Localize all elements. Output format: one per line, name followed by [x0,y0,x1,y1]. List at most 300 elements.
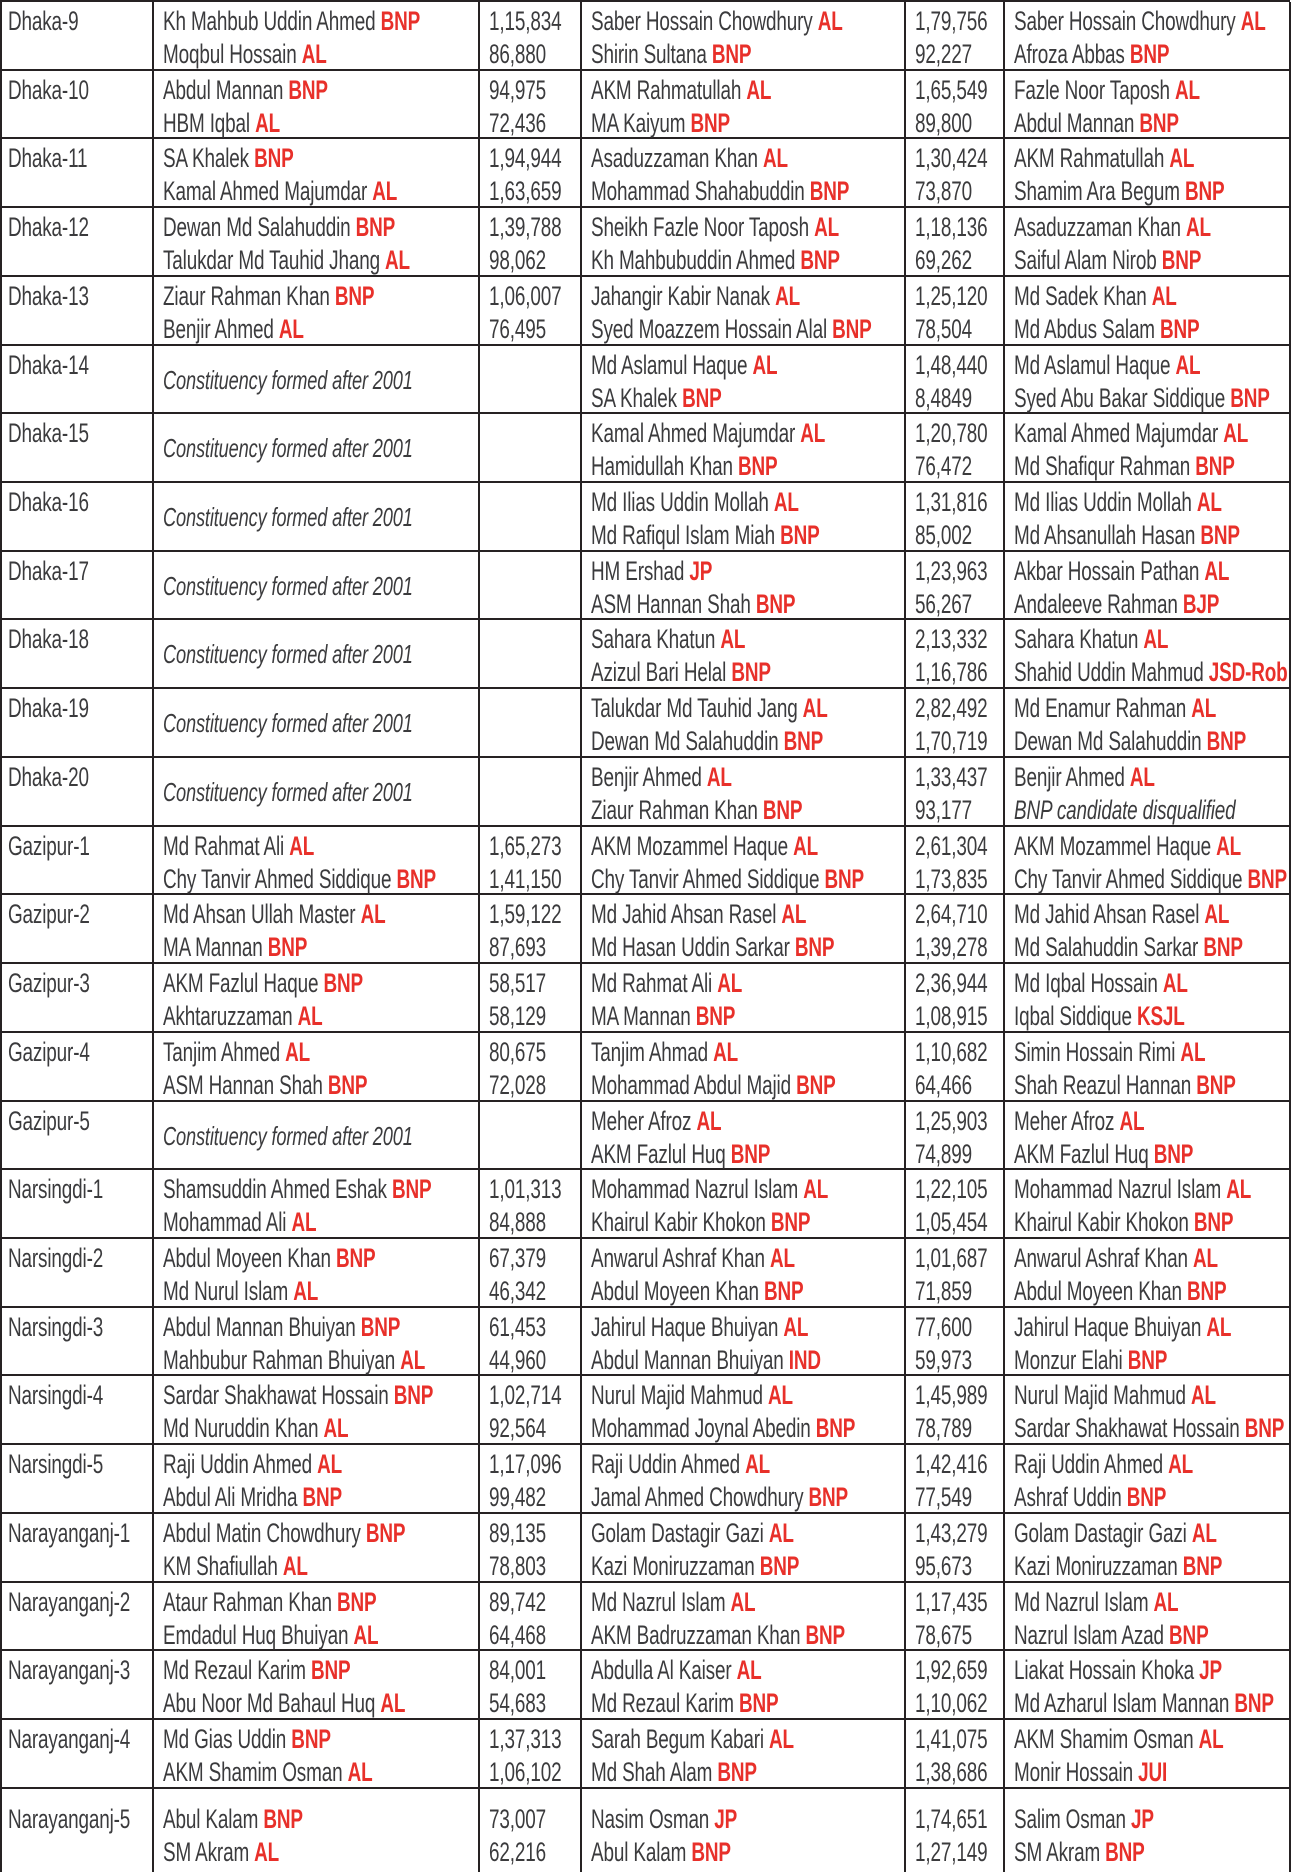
formed-after-note: Constituency formed after 2001 [163,570,413,601]
vote-value: 1,27,149 [915,1836,988,1867]
election1-votes-cell [478,1376,580,1445]
vote-value: 94,975 [489,74,546,105]
vote-value: 1,22,105 [915,1174,988,1205]
candidate-name: Abdul Moyeen Khan [163,1242,331,1273]
party-tag: BNP [254,143,294,174]
party-tag: BNP [730,1138,771,1169]
candidate-name: Md Abdus Salam [1014,313,1155,344]
disqualified-note: BNP candidate disqualified [1014,794,1236,825]
election2-votes-cell [904,1514,1003,1583]
vote-value: 71,859 [915,1275,972,1306]
candidate-name: Ziaur Rahman Khan [163,280,330,311]
candidate-name: ASM Hannan Shah [163,1069,323,1100]
table-row [0,0,1290,69]
vote-value: 98,062 [489,245,546,276]
candidate-name: Abdul Mannan Bhuiyan [163,1311,356,1342]
candidate-name: MA Kaiyum [591,107,686,138]
election2-candidates-cell [580,895,904,964]
party-tag: BNP [1153,1138,1194,1169]
election1-candidates-cell [152,1720,478,1789]
table-row [0,1649,1290,1718]
election2-candidates-cell [580,1033,904,1102]
vote-value: 80,675 [489,1036,546,1067]
election1-candidates-cell [152,346,478,415]
vote-value: 1,08,915 [915,1001,988,1032]
election1-candidates-cell [152,1789,478,1872]
constituency-cell [0,71,152,140]
vote-value: 1,23,963 [915,555,988,586]
candidate-name: Andaleeve Rahman [1014,588,1178,619]
vote-value: 1,30,424 [915,143,988,174]
candidate-name: Md Ahsan Ullah Master [163,899,356,930]
candidate-name: Abdul Matin Chowdhury [163,1517,361,1548]
party-tag: BNP [762,794,803,825]
candidate-name: Md Jahid Ahsan Rasel [1014,899,1200,930]
election2-votes-cell [904,1102,1003,1171]
constituency-label: Dhaka-9 [8,6,79,36]
vote-value: 58,129 [489,1001,546,1032]
party-tag: JUI [1138,1756,1168,1787]
candidate-name: Kamal Ahmed Majumdar [591,418,796,449]
table-row [0,1512,1290,1581]
election1-votes-cell [478,827,580,896]
candidate-name: AKM Fazlul Huq [591,1138,726,1169]
constituency-label: Gazipur-2 [8,899,90,930]
candidate-name: Mohammad Joynal Abedin [591,1413,811,1444]
vote-value: 1,25,903 [915,1105,988,1136]
party-tag: AL [372,176,398,207]
party-tag: BNP [263,1803,303,1834]
party-tag: BNP [267,932,308,963]
vote-value: 1,39,278 [915,932,988,963]
vote-value: 1,10,682 [915,1036,988,1067]
table-row [0,1100,1290,1169]
election2-votes-cell [904,483,1003,552]
vote-value: 1,39,788 [489,212,562,243]
candidate-name: Ataur Rahman Khan [163,1586,332,1617]
election1-candidates-cell [152,1445,478,1514]
candidate-name: AKM Mozammel Haque [591,830,789,861]
vote-value: 2,82,492 [915,693,988,724]
vote-value: 62,216 [489,1836,546,1867]
election3-candidates-cell [1003,689,1291,758]
vote-value: 1,41,075 [915,1723,988,1754]
party-tag: BNP [365,1517,406,1548]
election3-candidates-cell [1003,1170,1291,1239]
party-tag: BNP [809,176,850,207]
party-tag: AL [1180,1036,1206,1067]
candidate-name: Talukdar Md Tauhid Jhang [163,245,380,276]
candidate-name: Md Aslamul Haque [591,349,748,380]
candidate-name: Saber Hossain Chowdhury [591,6,813,36]
election1-candidates-cell [152,208,478,277]
table-row [0,1168,1290,1237]
candidate-name: AKM Badruzzaman Khan [591,1619,801,1650]
candidate-name: Simin Hossain Rimi [1014,1036,1176,1067]
candidate-name: Md Rezaul Karim [163,1655,306,1686]
candidate-name: Md Nazrul Islam [1014,1586,1149,1617]
party-tag: BNP [360,1311,401,1342]
party-tag: AL [1186,212,1211,243]
vote-value: 54,683 [489,1688,546,1719]
constituency-label: Narayanganj-5 [8,1803,131,1834]
vote-value: 1,65,549 [915,74,988,105]
candidate-name: MA Mannan [591,1001,691,1032]
constituency-label: Narayanganj-2 [8,1586,131,1617]
candidate-name: Raji Uddin Ahmed [591,1449,741,1480]
party-tag: AL [745,1449,771,1480]
party-tag: BNP [393,1380,434,1411]
election1-candidates-cell [152,1239,478,1308]
election2-candidates-cell [580,139,904,208]
party-tag: AL [293,1275,319,1306]
party-tag: BNP [1200,520,1240,551]
party-tag: AL [800,418,826,449]
constituency-cell [0,139,152,208]
election1-votes-cell [478,346,580,415]
party-tag: BNP [391,1174,432,1205]
candidate-name: Kazi Moniruzzaman [1014,1550,1178,1581]
formed-after-note: Constituency formed after 2001 [163,708,413,739]
party-tag: AL [1169,143,1195,174]
table-row [0,687,1290,756]
party-tag: BNP [1139,107,1179,138]
candidate-name: SM Akram [1014,1836,1101,1867]
vote-value: 69,262 [915,245,972,276]
election1-candidates-cell [152,964,478,1033]
candidate-name: Fazle Noor Taposh [1014,74,1170,105]
vote-value: 1,65,273 [489,830,562,861]
candidate-name: MA Mannan [163,932,263,963]
vote-value: 2,36,944 [915,968,988,999]
candidate-name: Md Ahsanullah Hasan [1014,520,1196,551]
candidate-name: AKM Shamim Osman [1014,1723,1194,1754]
party-tag: BNP [690,107,730,138]
party-tag: AL [706,761,732,792]
election3-candidates-cell [1003,758,1291,827]
election3-candidates-cell [1003,2,1291,71]
candidate-name: Md Nurul Islam [163,1275,289,1306]
vote-value: 1,73,835 [915,863,988,894]
candidate-name: Md Rahmat Ali [591,968,713,999]
constituency-label: Narsingdi-1 [8,1174,104,1205]
election3-candidates-cell [1003,1514,1291,1583]
candidate-name: Golam Dastagir Gazi [591,1517,764,1548]
party-tag: AL [783,1311,809,1342]
election1-votes-cell [478,620,580,689]
candidate-name: Nurul Majid Mahmud [591,1380,763,1411]
candidate-name: Iqbal Siddique [1014,1001,1132,1032]
candidate-name: Tanjim Ahmad [591,1036,709,1067]
candidate-name: Kazi Moniruzzaman [591,1550,755,1581]
party-tag: AL [347,1756,373,1787]
party-tag: AL [763,143,788,174]
party-tag: AL [1196,487,1222,518]
party-tag: AL [278,313,304,344]
vote-value: 1,01,313 [489,1174,562,1205]
candidate-name: Dewan Md Salahuddin [163,212,351,243]
party-tag: AL [1153,1586,1179,1617]
party-tag: AL [317,1449,343,1480]
candidate-name: Raji Uddin Ahmed [163,1449,313,1480]
vote-value: 1,63,659 [489,176,562,207]
candidate-name: Emdadul Huq Bhuiyan [163,1619,349,1650]
constituency-cell [0,827,152,896]
election2-candidates-cell [580,346,904,415]
candidate-name: Md Sadek Khan [1014,280,1147,311]
vote-value: 1,42,416 [915,1449,988,1480]
candidate-name: Ashraf Uddin [1014,1482,1122,1513]
vote-value: 1,48,440 [915,349,988,380]
constituency-label: Narsingdi-4 [8,1380,104,1411]
candidate-name: Sahara Khatun [591,624,716,655]
constituency-label: Dhaka-16 [8,487,89,518]
party-tag: BNP [815,1413,856,1444]
party-tag: BNP [800,245,840,276]
election1-votes-cell [478,1583,580,1652]
table-row [0,1237,1290,1306]
candidate-name: Mohammad Ali [163,1207,287,1238]
vote-value: 76,472 [915,451,972,482]
party-tag: BNP [717,1756,757,1787]
election1-candidates-cell [152,1102,478,1171]
party-tag: AL [793,830,819,861]
candidate-name: Monzur Elahi [1014,1344,1123,1375]
election1-candidates-cell [152,1651,478,1720]
candidate-name: Sheikh Fazle Noor Taposh [591,212,809,243]
vote-value: 77,549 [915,1482,972,1513]
party-tag: AL [1151,280,1177,311]
party-tag: BNP [824,863,864,894]
party-tag: BNP [805,1619,846,1650]
party-tag: AL [254,1836,280,1867]
party-tag: AL [385,245,410,276]
constituency-cell [0,758,152,827]
constituency-cell [0,1445,152,1514]
constituency-cell [0,414,152,483]
party-tag: AL [353,1619,379,1650]
vote-value: 92,564 [489,1413,546,1444]
vote-value: 1,33,437 [915,761,988,792]
party-tag: BNP [796,1069,836,1100]
vote-value: 1,02,714 [489,1380,562,1411]
candidate-name: Ziaur Rahman Khan [591,794,758,825]
constituency-cell [0,483,152,552]
party-tag: BNP [731,657,771,688]
party-tag: AL [817,6,843,36]
election2-votes-cell [904,1720,1003,1789]
candidate-name: KM Shafiullah [163,1550,278,1581]
party-tag: BNP [1196,1069,1236,1100]
constituency-cell [0,1583,152,1652]
election2-candidates-cell [580,1445,904,1514]
party-tag: AL [297,1001,323,1032]
election3-candidates-cell [1003,414,1291,483]
election3-candidates-cell [1003,277,1291,346]
election3-candidates-cell [1003,71,1291,140]
candidate-name: Chy Tanvir Ahmed Siddique [591,863,820,894]
vote-value: 1,70,719 [915,726,988,757]
constituency-label: Narayanganj-4 [8,1723,131,1754]
constituency-cell [0,1789,152,1872]
constituency-label: Narsingdi-2 [8,1242,104,1273]
candidate-name: Md Aslamul Haque [1014,349,1171,380]
candidate-name: Sardar Shakhawat Hossain [1014,1413,1240,1444]
vote-value: 77,600 [915,1311,972,1342]
constituency-cell [0,1033,152,1102]
formed-after-note: Constituency formed after 2001 [163,502,413,533]
candidate-name: Jahangir Kabir Nanak [591,280,770,311]
candidate-name: Md Jahid Ahsan Rasel [591,899,777,930]
formed-after-note: Constituency formed after 2001 [163,776,413,807]
vote-value: 1,31,816 [915,487,988,518]
election1-candidates-cell [152,139,478,208]
candidate-name: Kamal Ahmed Majumdar [1014,418,1219,449]
election1-votes-cell [478,689,580,758]
vote-value: 73,007 [489,1803,546,1834]
election3-candidates-cell [1003,1239,1291,1308]
election2-votes-cell [904,2,1003,71]
election2-votes-cell [904,139,1003,208]
election1-candidates-cell [152,277,478,346]
party-tag: AL [736,1655,762,1686]
candidate-name: Monir Hossain [1014,1756,1133,1787]
election1-candidates-cell [152,2,478,71]
election2-candidates-cell [580,1376,904,1445]
election3-candidates-cell [1003,827,1291,896]
candidate-name: Salim Osman [1014,1803,1126,1834]
election2-candidates-cell [580,964,904,1033]
formed-after-note: Constituency formed after 2001 [163,433,413,464]
election1-votes-cell [478,1651,580,1720]
table-row [0,412,1290,481]
constituency-cell [0,552,152,621]
party-tag: JSD-Rob [1208,657,1288,688]
candidate-name: Md Ilias Uddin Mollah [1014,487,1192,518]
candidate-name: Sarah Begum Kabari [591,1723,764,1754]
vote-value: 73,870 [915,176,972,207]
party-tag: AL [720,624,746,655]
vote-value: 1,43,279 [915,1517,988,1548]
candidate-name: Abdul Moyeen Khan [591,1275,759,1306]
candidate-name: Saber Hossain Chowdhury [1014,6,1236,36]
constituency-label: Gazipur-5 [8,1105,90,1136]
election1-candidates-cell [152,827,478,896]
constituency-label: Dhaka-12 [8,212,89,243]
vote-value: 78,504 [915,313,972,344]
election2-votes-cell [904,71,1003,140]
table-row [0,344,1290,413]
constituency-label: Narsingdi-3 [8,1311,104,1342]
candidate-name: AKM Rahmatullah [1014,143,1165,174]
candidate-name: Sardar Shakhawat Hossain [163,1380,389,1411]
election1-votes-cell [478,1170,580,1239]
party-tag: BNP [832,313,872,344]
vote-value: 93,177 [915,794,972,825]
candidate-name: Afroza Abbas [1014,39,1125,69]
election2-candidates-cell [580,552,904,621]
party-tag: BNP [737,451,778,482]
candidate-name: Dewan Md Salahuddin [591,726,779,757]
election3-candidates-cell [1003,483,1291,552]
vote-value: 1,16,786 [915,657,988,688]
constituency-label: Dhaka-19 [8,693,89,724]
party-tag: AL [713,1036,739,1067]
constituency-label: Dhaka-10 [8,74,89,105]
party-tag: KSJL [1136,1001,1185,1032]
party-tag: AL [282,1550,308,1581]
election1-votes-cell [478,277,580,346]
candidate-name: Mahbubur Rahman Bhuiyan [163,1344,396,1375]
party-tag: AL [769,1723,794,1754]
constituency-label: Gazipur-4 [8,1036,90,1067]
candidate-name: Md Shah Alam [591,1756,713,1787]
candidate-name: Abdul Ali Mridha [163,1482,298,1513]
candidate-name: Mohammad Nazrul Islam [1014,1174,1222,1205]
candidate-name: ASM Hannan Shah [591,588,751,619]
party-tag: JP [714,1803,738,1834]
candidate-name: Md Gias Uddin [163,1723,287,1754]
party-tag: BNP [336,1586,377,1617]
election2-votes-cell [904,1583,1003,1652]
party-tag: AL [1240,6,1266,36]
constituency-cell [0,964,152,1033]
table-row [0,550,1290,619]
candidate-name: Benjir Ahmed [1014,761,1125,792]
election2-candidates-cell [580,1239,904,1308]
election1-votes-cell [478,2,580,71]
party-tag: AL [1162,968,1188,999]
election3-candidates-cell [1003,1102,1291,1171]
candidate-name: Raji Uddin Ahmed [1014,1449,1164,1480]
candidate-name: SA Khalek [591,382,677,413]
vote-value: 85,002 [915,520,972,551]
table-row [0,1581,1290,1650]
party-tag: AL [1204,555,1230,586]
party-tag: AL [803,1174,829,1205]
candidate-name: Abul Kalam [591,1836,687,1867]
candidate-name: Abdul Mannan [163,74,284,105]
candidate-name: Nurul Majid Mahmud [1014,1380,1186,1411]
party-tag: BNP [808,1482,849,1513]
vote-value: 46,342 [489,1275,546,1306]
election2-votes-cell [904,1376,1003,1445]
election3-candidates-cell [1003,1033,1291,1102]
election2-votes-cell [904,1308,1003,1377]
election3-candidates-cell [1003,346,1291,415]
party-tag: AL [775,280,800,311]
party-tag: BNP [1169,1619,1209,1650]
party-tag: BNP [355,212,396,243]
candidate-name: Anwarul Ashraf Khan [591,1242,765,1273]
table-row [0,1718,1290,1787]
vote-value: 1,92,659 [915,1655,988,1686]
party-tag: AL [1129,761,1155,792]
party-tag: AL [1191,693,1217,724]
vote-value: 72,436 [489,107,546,138]
candidate-name: Kh Mahbub Uddin Ahmed [163,6,376,36]
election1-votes-cell [478,1789,580,1872]
constituency-label: Narsingdi-5 [8,1449,104,1480]
vote-value: 1,01,687 [915,1242,988,1273]
election2-candidates-cell [580,1170,904,1239]
election3-candidates-cell [1003,1376,1291,1445]
constituency-label: Dhaka-11 [8,143,88,174]
constituency-label: Dhaka-15 [8,418,89,449]
candidate-name: Shah Reazul Hannan [1014,1069,1192,1100]
election1-candidates-cell [152,1583,478,1652]
party-tag: BNP [711,39,752,69]
